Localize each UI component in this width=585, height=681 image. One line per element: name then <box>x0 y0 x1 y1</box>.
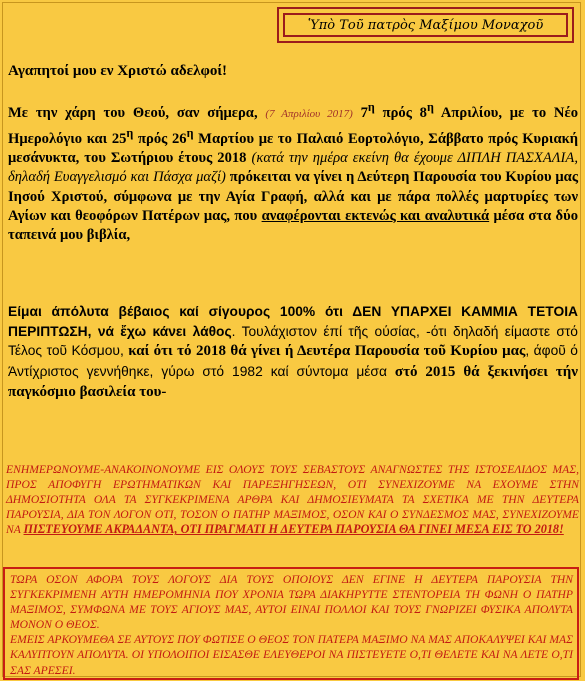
ordinal-sup: η <box>126 126 134 141</box>
p1-text: 7 <box>352 104 368 121</box>
underlined-phrase: αναφέρονται εκτενώς και αναλυτικά <box>261 207 490 224</box>
double-easter-note: (κατά την ημέρα εκείνη θα έχουμε ΔΙΠΛΗ ΠΑΣΧΑΛΙΑ, δηλαδή Ευαγγελισμό και Πάσχα μαζί) <box>8 150 578 186</box>
p2-text: . Τουλάχιστον έπί τῆς ούσίας, -ότι δηλαδή είμαστε στό Τέλος τοῦ Κόσμου, <box>8 323 578 358</box>
ordinal-sup: η <box>367 100 375 114</box>
notice-box <box>3 567 579 680</box>
year-2018-statement: καί ότι τό 2018 θά γίνει ή Δευτέρα Παρουσία τοῦ Κυρίου μας <box>128 343 526 359</box>
date-note: (7 Απριλίου 2017) <box>265 107 353 120</box>
notice-box-paragraph: ΕΜΕΙΣ ΑΡΚΟΥΜΕΘΑ ΣΕ ΑΥΤΟΥΣ ΠΟΥ ΦΩΤΙΣΕ Ο ΘΕΟΣ ΤΟΝ ΠΑΤΕΡΑ ΜΑΞΙΜΟ ΝΑ ΜΑΣ ΑΠΟΚΑΛΥΨΕΙ ΚΑΙ ΜΑΣ ΚΑΛΥΠΤΟΥΝ ΑΠΟΛΥΤΑ. ΟΙ ΥΠΟΛΟΙΠΟΙ ΕΙΣΑΣΘΕ ΕΛΕΥΘΕΡΟΙ ΝΑ ΠΙΣΤΕΥΕΤΕ Ο,ΤΙ ΘΕΛΕΤΕ ΚΑΙ ΝΑ ΛΕΤΕ Ο,ΤΙ ΣΑΣ ΑΡΕΣΕΙ. <box>10 633 573 677</box>
author-signature-box <box>277 7 574 43</box>
author-signature: Ὑπὸ Τοῦ πατρὸς Μαξίμου Μοναχοῦ <box>283 13 568 37</box>
paragraph-second-coming-date <box>8 98 578 245</box>
notice-announcement <box>6 462 579 537</box>
notice-emphasis: ΠΙΣΤΕΥΟΥΜΕ ΑΚΡΑΔΑΝΤΑ, ΟΤΙ ΠΡΑΓΜΑΤΙ Η ΔΕΥΤΕΡΑ ΠΑΡΟΥΣΙΑ ΘΑ ΓΙΝΕΙ ΜΕΣΑ ΕΙΣ ΤΟ 2018! <box>23 522 564 537</box>
year-2015-statement: στό 2015 θά ξεκινήσει τήν παγκόσμιο βασιλεία του- <box>8 363 578 400</box>
p1-text: Με την χάρη του Θεού, σαν σήμερα, <box>8 104 266 121</box>
ordinal-sup: η <box>186 126 194 141</box>
notice-text: ΕΝΗΜΕΡΩΝΟΥΜΕ-ΑΝΑΚΟΙΝΟΝΟΥΜΕ ΕΙΣ ΟΛΟΥΣ ΤΟΥΣ ΣΕΒΑΣΤΟΥΣ ΑΝΑΓΝΩΣΤΕΣ ΤΗΣ ΙΣΤΟΣΕΛΙΔΟΣ ΜΑΣ, ΠΡΟΣ ΑΠΟΦΥΓΗ ΕΡΩΤΗΜΑΤΙΚΩΝ ΚΑΙ ΠΑΡΕΞΗΓΗΣΕΩΝ, ΟΤΙ ΣΥΝΕΧΙΖΟΥΜΕ ΝΑ ΕΧΟΥΜΕ ΣΤΗΝ ΔΗΜΟΣΙΟΤΗΤΑ ΟΛΑ ΤΑ ΣΥΓΚΕΚΡΙΜΕΝΑ ΑΡΘΡΑ ΚΑΙ ΔΗΜΟΣΙΕΥΜΑΤΑ ΤΑ ΣΧΕΤΙΚΑ ΜΕ ΤΗΝ ΔΕΥΤΕΡΑ ΠΑΡΟΥΣΙΑ, ΔΙΑ ΤΟΝ ΛΟΓΟΝ ΟΤΙ, ΤΟΣΟΝ Ο ΠΑΤΗΡ ΜΑΞΙΜΟΣ, ΟΣΟΝ ΚΑΙ Ο ΣΥΝΔΕΣΜΟΣ ΜΑΣ, ΣΥΝΕΧΙΖΟΥΜΕ ΝΑ <box>6 463 579 537</box>
p1-text: Μαρτίου με το Παλαιό Εορτολόγιο, Σάββατο πρός Κυριακή μεσάνυκτα, του Σωτήριου έτους 2018 <box>8 130 578 167</box>
p1-text: πρός 8 <box>374 104 427 121</box>
ordinal-sup: η <box>426 100 434 114</box>
p2-text: , άφοῦ ό Άντίχριστος γεννήθηκε, γύρω στό 1982 καί σύντομα μέσα <box>8 343 578 379</box>
paragraph-certainty <box>8 302 578 403</box>
notice-box-paragraph: ΤΩΡΑ ΟΣΟΝ ΑΦΟΡΑ ΤΟΥΣ ΛΟΓΟΥΣ ΔΙΑ ΤΟΥΣ ΟΠΟΙΟΥΣ ΔΕΝ ΕΓΙΝΕ Η ΔΕΥΤΕΡΑ ΠΑΡΟΥΣΙΑ ΤΗΝ ΣΥΓΚΕΚΡΙΜΕΝΗ ΑΥΤΗ ΗΜΕΡΟΜΗΝΙΑ ΠΟΥ ΧΡΟΝΙΑ ΤΩΡΑ ΔΙΑΚΗΡΥΤΤΕ ΣΤΕΝΤΟΡΕΙΑ ΤΗ ΦΩΝΗ Ο ΠΑΤΗΡ ΜΑΞΙΜΟΣ, ΣΥΜΦΩΝΑ ΜΕ ΤΟΥΣ ΑΓΙΟΥΣ ΜΑΣ, ΑΥΤΟΙ ΕΙΝΑΙ ΠΟΛΛΟΙ ΚΑΙ ΤΟΥΣ ΓΝΩΡΙΖΕΙ ΦΥΣΙΚΑ ΑΠΟΛΥΤΑ ΜΟΝΟΝ Ο ΘΕΟΣ. <box>10 573 573 632</box>
p1-text: πρόκειται να γίνει η Δεύτερη Παρουσία του Κυρίου μας Ιησού Χριστού, σύμφωνα με την Αγία Γραφή, αλλά και με πάρα πολλές μαρτυρίες των Αγίων και θεοφόρων Πατέρων μας, που <box>8 169 578 224</box>
p1-text: μέσα στα δύο ταπεινά μου βιβλία, <box>8 207 579 243</box>
p1-text: πρός 26 <box>133 130 187 147</box>
greeting: Αγαπητοί μου εν Χριστώ αδελφοί! <box>8 63 227 79</box>
certainty-statement: Είμαι άπόλυτα βέβαιος καί σίγουρος 100% ότι ΔΕΝ ΥΠΑΡΧΕΙ ΚΑΜΜΙΑ ΤΕΤΟΙΑ ΠΕΡΙΠΤΩΣΗ, νά ἔχω κάνει λάθος <box>8 304 578 339</box>
p1-text: Απριλίου, με το Νέο Ημερολόγιο και 25 <box>8 104 578 147</box>
